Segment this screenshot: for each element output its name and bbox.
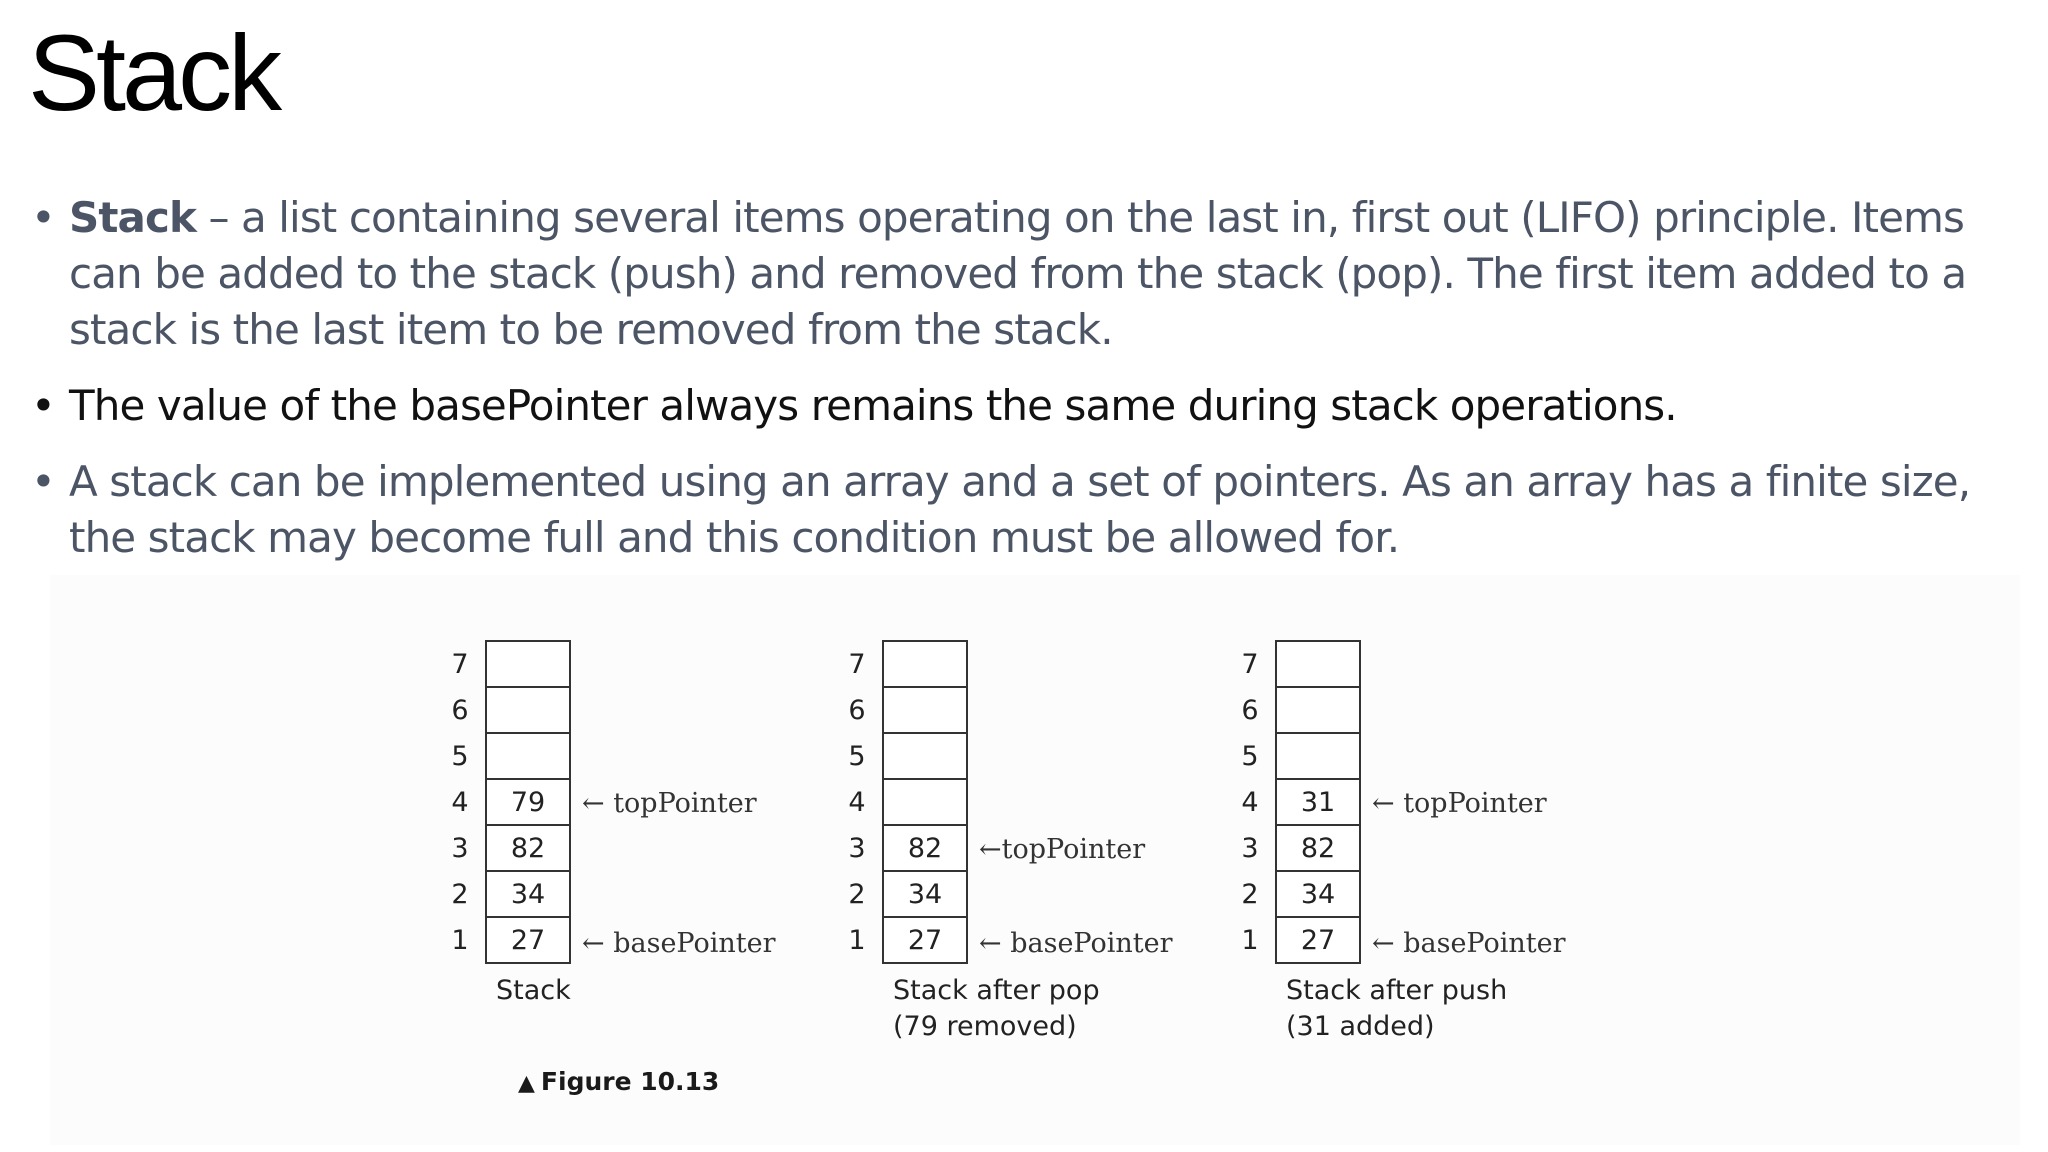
stack-index-label: 3 xyxy=(1241,833,1259,864)
stack-caption-line: (31 added) xyxy=(1286,1011,1435,1042)
base-pointer-label: ← basePointer xyxy=(979,928,1173,959)
stack-cell xyxy=(883,641,967,687)
stack-cell-value: 27 xyxy=(510,925,546,956)
stack-index-label: 2 xyxy=(848,879,866,910)
stack-cell-value: 34 xyxy=(907,879,943,910)
stack-cell xyxy=(883,687,967,733)
stack-caption-line: Stack after pop xyxy=(893,975,1100,1006)
stack-cell-value: 82 xyxy=(1300,833,1336,864)
stack-index-label: 4 xyxy=(848,787,866,818)
stack-cell-value: 27 xyxy=(907,925,943,956)
stack-figure xyxy=(50,575,2020,1145)
stack-index-label: 2 xyxy=(1241,879,1259,910)
bullet-stack-definition xyxy=(28,190,2018,358)
bullet-array-implementation xyxy=(28,454,2018,566)
stack-diagram-3 xyxy=(1241,641,1565,1042)
stack-index-label: 6 xyxy=(1241,695,1259,726)
figure-caption xyxy=(518,1067,719,1096)
stack-cell xyxy=(1276,687,1360,733)
stack-index-label: 6 xyxy=(451,695,469,726)
stack-index-label: 1 xyxy=(848,925,866,956)
bullet-text: The value of the basePointer always remains the same during stack operations. xyxy=(69,381,1677,430)
stack-cell xyxy=(883,779,967,825)
stack-index-label: 4 xyxy=(451,787,469,818)
stack-cell-value: 79 xyxy=(510,787,546,818)
stack-index-label: 7 xyxy=(848,649,866,680)
stack-cell xyxy=(486,687,570,733)
stack-cell xyxy=(1276,733,1360,779)
stack-index-label: 7 xyxy=(451,649,469,680)
top-pointer-label: ← topPointer xyxy=(1372,788,1547,819)
stack-diagram-2 xyxy=(848,641,1172,1042)
stack-cell-value: 34 xyxy=(1300,879,1336,910)
stack-cell-value: 34 xyxy=(510,879,546,910)
stack-caption-line: Stack xyxy=(496,975,571,1006)
stack-diagram-1 xyxy=(451,641,775,1006)
stack-caption-line: (79 removed) xyxy=(893,1011,1077,1042)
stack-index-label: 2 xyxy=(451,879,469,910)
stack-cell-value: 27 xyxy=(1300,925,1336,956)
stack-index-label: 1 xyxy=(1241,925,1259,956)
top-pointer-label: ← topPointer xyxy=(582,788,757,819)
bullet-term: Stack xyxy=(69,193,196,242)
triangle-icon: ▲ xyxy=(518,1071,535,1096)
top-pointer-label: ←topPointer xyxy=(979,834,1146,865)
stack-index-label: 1 xyxy=(451,925,469,956)
stack-index-label: 5 xyxy=(848,741,866,772)
stack-cell xyxy=(486,733,570,779)
stack-index-label: 7 xyxy=(1241,649,1259,680)
stack-cell-value: 82 xyxy=(510,833,546,864)
bullet-list xyxy=(28,190,2018,586)
stack-cell xyxy=(1276,641,1360,687)
bullet-text: A stack can be implemented using an array and a set of pointers. As an array has a finite size, the stack may become full and this condition must be allowed for. xyxy=(69,457,1971,562)
slide-title: Stack xyxy=(28,12,279,133)
stack-caption-line: Stack after push xyxy=(1286,975,1508,1006)
stack-index-label: 4 xyxy=(1241,787,1259,818)
base-pointer-label: ← basePointer xyxy=(1372,928,1566,959)
stack-index-label: 5 xyxy=(451,741,469,772)
stack-cell-value: 82 xyxy=(907,833,943,864)
figure-caption-text: Figure 10.13 xyxy=(540,1067,720,1096)
bullet-text: – a list containing several items operating on the last in, first out (LIFO) principle. Items can be added to the stack (push) and removed from the stack (pop). The first item added to a stack is the last item to be removed from the stack. xyxy=(69,193,1967,354)
stack-cell xyxy=(486,641,570,687)
stack-cell xyxy=(883,733,967,779)
stack-cell-value: 31 xyxy=(1300,787,1336,818)
stack-index-label: 5 xyxy=(1241,741,1259,772)
bullet-basepointer xyxy=(28,378,2018,434)
stack-index-label: 6 xyxy=(848,695,866,726)
stack-index-label: 3 xyxy=(451,833,469,864)
stack-diagrams xyxy=(50,575,2020,1145)
stack-index-label: 3 xyxy=(848,833,866,864)
base-pointer-label: ← basePointer xyxy=(582,928,776,959)
